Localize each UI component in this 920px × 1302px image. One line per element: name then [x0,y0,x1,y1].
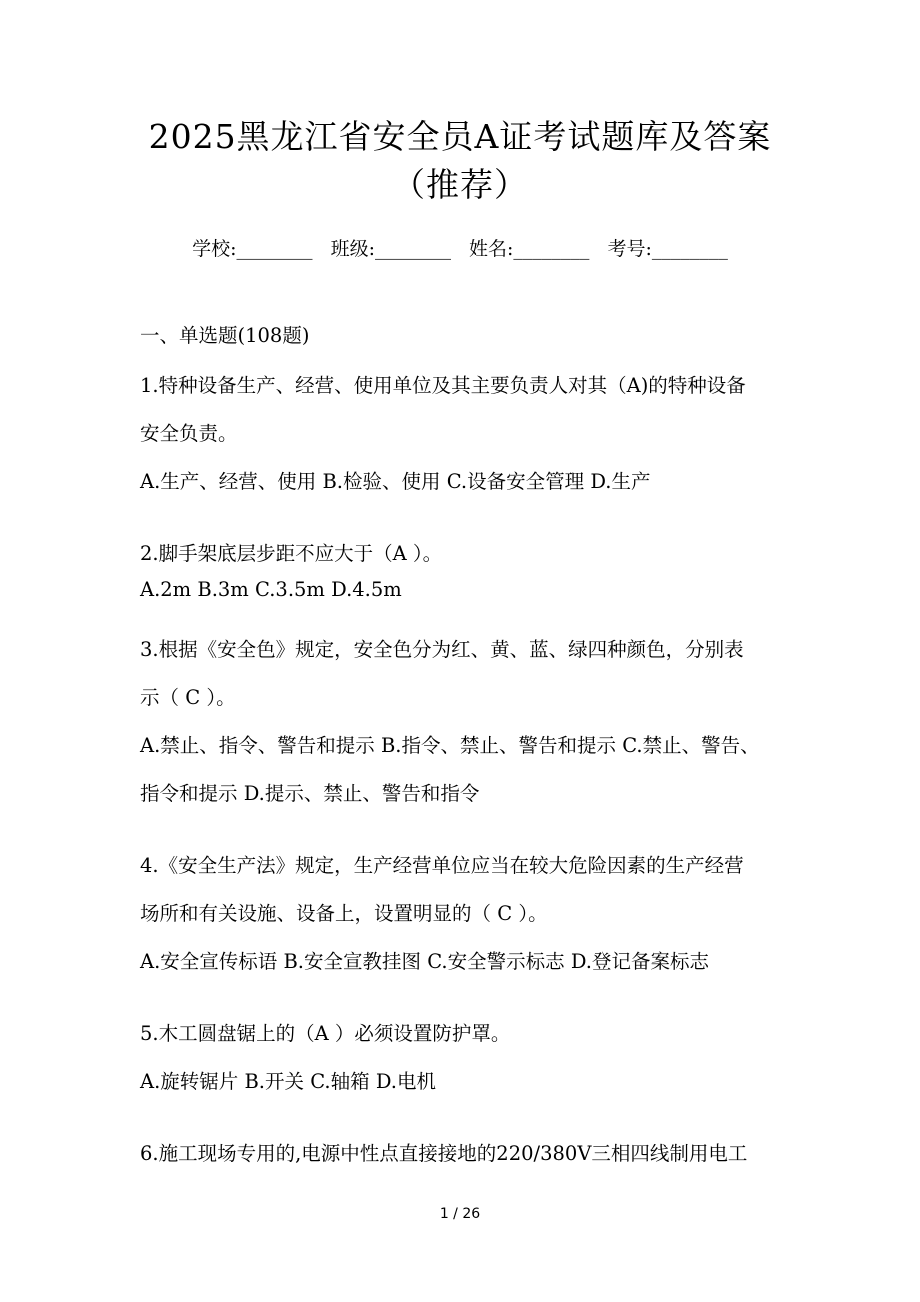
name-field: 姓名:________ [469,238,590,260]
question-3-text: 3.根据《安全色》规定，安全色分为红、黄、蓝、绿四种颜色，分别表 [140,638,744,661]
exam-number-field: 考号:________ [607,238,728,260]
class-field: 班级:________ [330,238,451,260]
question-4-options: A.安全宣传标语 B.安全宣教挂图 C.安全警示标志 D.登记备案标志 [140,950,709,973]
question-5-options: A.旋转锯片 B.开关 C.轴箱 D.电机 [140,1070,436,1093]
question-4-text: 4.《安全生产法》规定，生产经营单位应当在较大危险因素的生产经营 [140,854,744,877]
question-6-text: 6.施工现场专用的,电源中性点直接接地的220/380V三相四线制用电工 [140,1142,748,1165]
page-title-line2: （推荐） [392,165,528,204]
question-3-text-cont: 示（ C ）。 [140,686,236,709]
question-5-text: 5.木工圆盘锯上的（A ）必须设置防护罩。 [140,1022,511,1045]
student-info-fields [0,236,920,262]
question-1-text-cont: 安全负责。 [140,422,238,445]
question-3-options: A.禁止、指令、警告和提示 B.指令、禁止、警告和提示 C.禁止、警告、 [140,734,760,757]
question-2-text: 2.脚手架底层步距不应大于（A ）。 [140,542,443,565]
section-heading: 一、单选题(108题) [140,324,310,347]
question-2-options: A.2m B.3m C.3.5m D.4.5m [140,578,402,601]
question-1-options: A.生产、经营、使用 B.检验、使用 C.设备安全管理 D.生产 [140,470,651,493]
school-field: 学校:________ [192,238,313,260]
question-1-text: 1.特种设备生产、经营、使用单位及其主要负责人对其（A)的特种设备 [140,374,746,397]
question-4-text-cont: 场所和有关设施、设备上，设置明显的（ C ）。 [140,902,548,925]
question-3-options-cont: 指令和提示 D.提示、禁止、警告和指令 [140,782,480,805]
page-number: 1 / 26 [439,1206,481,1222]
page-title: 2025黑龙江省安全员A证考试题库及答案 [148,117,772,156]
